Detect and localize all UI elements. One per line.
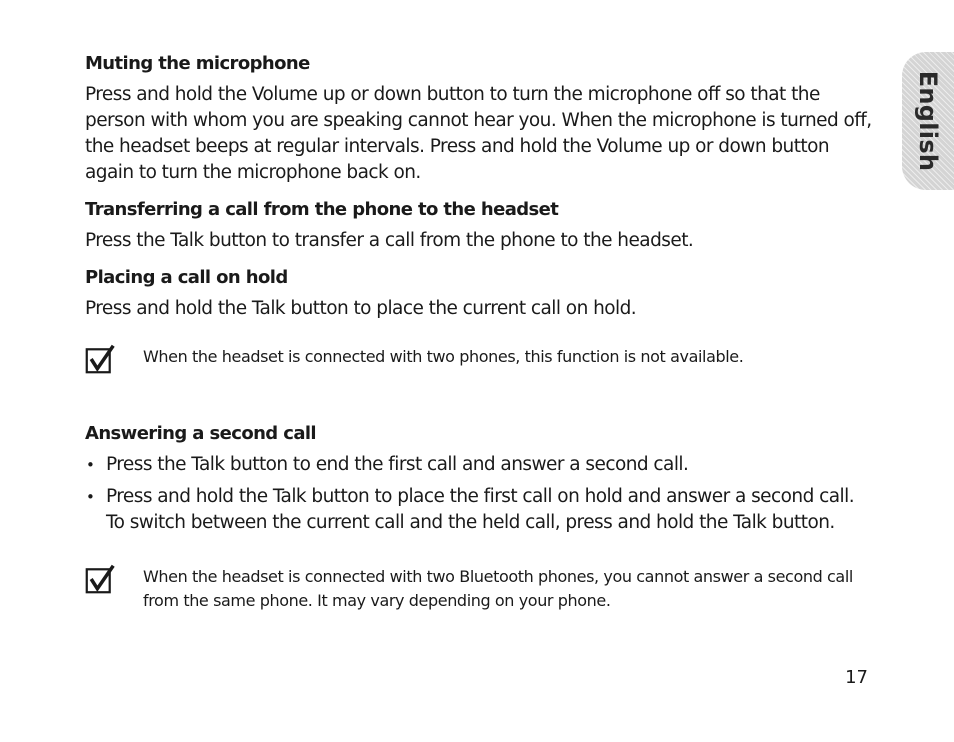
section-heading-transfer: Transferring a call from the phone to the headset xyxy=(85,199,559,220)
checkbox-checkmark-icon xyxy=(85,564,115,594)
note-hold xyxy=(85,344,875,374)
page-content xyxy=(85,52,875,613)
section-body-muting: Press and hold the Volume up or down button to turn the microphone off so that the person with whom you are speaking cannot hear you. When the microphone is turned off, the headset beeps at regular intervals. Press and hold the Volume up or down button again to turn the microphone back on. xyxy=(85,84,872,183)
section-heading-hold: Placing a call on hold xyxy=(85,267,288,288)
note-second-call xyxy=(85,564,875,613)
note-text-hold: When the headset is connected with two phones, this function is not available. xyxy=(143,347,744,366)
checkbox-checkmark-icon xyxy=(85,344,115,374)
list-item-text: Press and hold the Talk button to place the first call on hold and answer a second call. To switch between the current call and the held call, press and hold the Talk button. xyxy=(106,486,855,533)
list-item xyxy=(85,484,875,536)
bullet-marker: • xyxy=(86,488,95,506)
note-text-second-call: When the headset is connected with two Bluetooth phones, you cannot answer a second call from the same phone. It may vary depending on your phone. xyxy=(143,567,853,610)
language-tab xyxy=(902,52,954,190)
section-body-transfer: Press the Talk button to transfer a call from the phone to the headset. xyxy=(85,230,694,251)
section-heading-muting: Muting the microphone xyxy=(85,53,310,74)
bullet-list-second-call xyxy=(85,452,875,536)
section-body-hold: Press and hold the Talk button to place the current call on hold. xyxy=(85,298,637,319)
list-item xyxy=(85,452,875,478)
bullet-marker: • xyxy=(86,456,95,474)
language-tab-label: English xyxy=(914,70,942,172)
list-item-text: Press the Talk button to end the first call and answer a second call. xyxy=(106,454,689,475)
page-number: 17 xyxy=(845,667,868,688)
section-heading-second-call: Answering a second call xyxy=(85,423,317,444)
